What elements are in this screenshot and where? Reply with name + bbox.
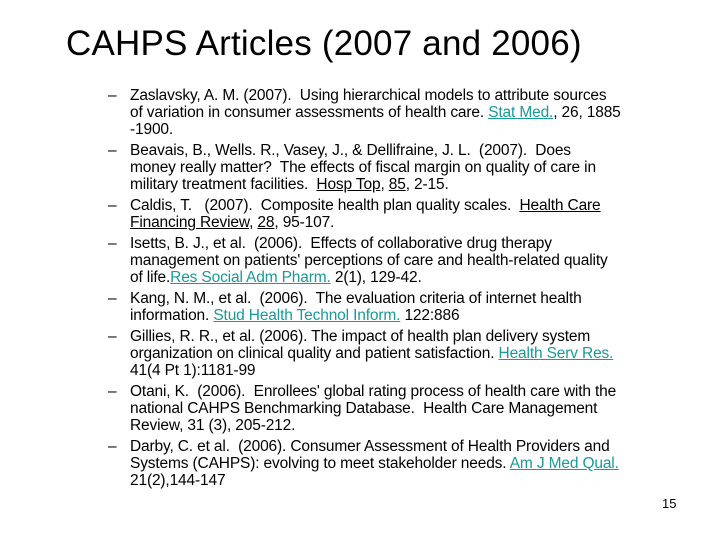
reference-line xyxy=(130,417,720,434)
journal-underlined-text: Financing Review xyxy=(130,214,250,231)
journal-link[interactable]: Am J Med Qual. xyxy=(509,455,619,472)
reference-line xyxy=(130,87,720,104)
reference-text: Kang, N. M., et al. (2006). The evaluation criteria of internet health xyxy=(130,290,582,307)
reference-item xyxy=(108,87,720,138)
bullet-dash: – xyxy=(108,87,117,104)
reference-line xyxy=(130,472,720,489)
reference-text: Darby, C. et al. (2006). Consumer Assessment of Health Providers and xyxy=(130,438,610,455)
reference-text: , 26, 1885 xyxy=(553,104,621,121)
reference-line xyxy=(130,104,720,121)
reference-line xyxy=(130,328,720,345)
journal-link[interactable]: Health Serv Res. xyxy=(498,345,614,362)
journal-link[interactable]: Stud Health Technol Inform. xyxy=(213,307,401,324)
reference-text: Zaslavsky, A. M. (2007). Using hierarchical models to attribute sources xyxy=(130,87,607,104)
reference-item xyxy=(108,235,720,286)
reference-text: of variation in consumer assessments of health care. xyxy=(130,104,489,121)
reference-item xyxy=(108,328,720,379)
journal-link[interactable]: Res Social Adm Pharm. xyxy=(170,269,331,286)
reference-text: Otani, K. (2006). Enrollees' global rating process of health care with the xyxy=(130,383,617,400)
journal-underlined-text: Health Care xyxy=(519,197,601,214)
bullet-dash: – xyxy=(108,197,117,214)
bullet-dash: – xyxy=(108,235,117,252)
reference-text: money really matter? The effects of fiscal margin on quality of care in xyxy=(130,159,596,176)
reference-line xyxy=(130,307,720,324)
reference-text: 21(2),144-147 xyxy=(130,472,226,489)
reference-line xyxy=(130,455,720,472)
reference-text: Gillies, R. R., et al. (2006). The impact of health plan delivery system xyxy=(130,328,591,345)
reference-line xyxy=(130,362,720,379)
slide-title: CAHPS Articles (2007 and 2006) xyxy=(66,24,582,63)
page-number: 15 xyxy=(662,496,677,511)
reference-line xyxy=(130,383,720,400)
reference-text: management on patients' perceptions of care and health-related quality xyxy=(130,252,608,269)
reference-item xyxy=(108,197,720,231)
reference-text: 41(4 Pt 1):1181-99 xyxy=(130,362,256,379)
reference-item xyxy=(108,383,720,434)
reference-line xyxy=(130,197,720,214)
reference-item xyxy=(108,142,720,193)
reference-item xyxy=(108,438,720,489)
journal-underlined-text: Hosp Top xyxy=(316,176,381,193)
reference-text: , 95-107. xyxy=(274,214,335,231)
reference-line xyxy=(130,345,720,362)
reference-text: national CAHPS Benchmarking Database. Health Care Management xyxy=(130,400,598,417)
reference-text: organization on clinical quality and patient satisfaction. xyxy=(130,345,499,362)
reference-text: , xyxy=(380,176,389,193)
reference-line xyxy=(130,269,720,286)
reference-line xyxy=(130,121,720,138)
reference-text: 2(1), 129-42. xyxy=(330,269,422,286)
reference-text: information. xyxy=(130,307,214,324)
reference-line xyxy=(130,159,720,176)
reference-line xyxy=(130,290,720,307)
reference-line xyxy=(130,142,720,159)
bullet-dash: – xyxy=(108,290,117,307)
bullet-dash: – xyxy=(108,328,117,345)
bullet-dash: – xyxy=(108,383,117,400)
reference-line xyxy=(130,235,720,252)
reference-line xyxy=(130,400,720,417)
reference-text: military treatment facilities. xyxy=(130,176,317,193)
reference-text: -1900. xyxy=(130,121,174,138)
reference-list xyxy=(108,87,720,493)
reference-text: , xyxy=(249,214,258,231)
reference-text: Systems (CAHPS): evolving to meet stakeholder needs. xyxy=(130,455,510,472)
reference-line xyxy=(130,214,720,231)
reference-line xyxy=(130,438,720,455)
reference-text: Review, 31 (3), 205-212. xyxy=(130,417,296,434)
reference-text: , 2-15. xyxy=(405,176,449,193)
reference-text: 122:886 xyxy=(400,307,460,324)
journal-underlined-text: 85 xyxy=(388,176,406,193)
reference-line xyxy=(130,176,720,193)
reference-item xyxy=(108,290,720,324)
reference-line xyxy=(130,252,720,269)
reference-text: Caldis, T. (2007). Composite health plan quality scales. xyxy=(130,197,520,214)
journal-underlined-text: 28 xyxy=(257,214,275,231)
bullet-dash: – xyxy=(108,438,117,455)
bullet-dash: – xyxy=(108,142,117,159)
journal-link[interactable]: Stat Med. xyxy=(488,104,554,121)
reference-text: Beavais, B., Wells. R., Vasey, J., & Dellifraine, J. L. (2007). Does xyxy=(130,142,571,159)
reference-text: Isetts, B. J., et al. (2006). Effects of collaborative drug therapy xyxy=(130,235,552,252)
reference-text: of life. xyxy=(130,269,171,286)
